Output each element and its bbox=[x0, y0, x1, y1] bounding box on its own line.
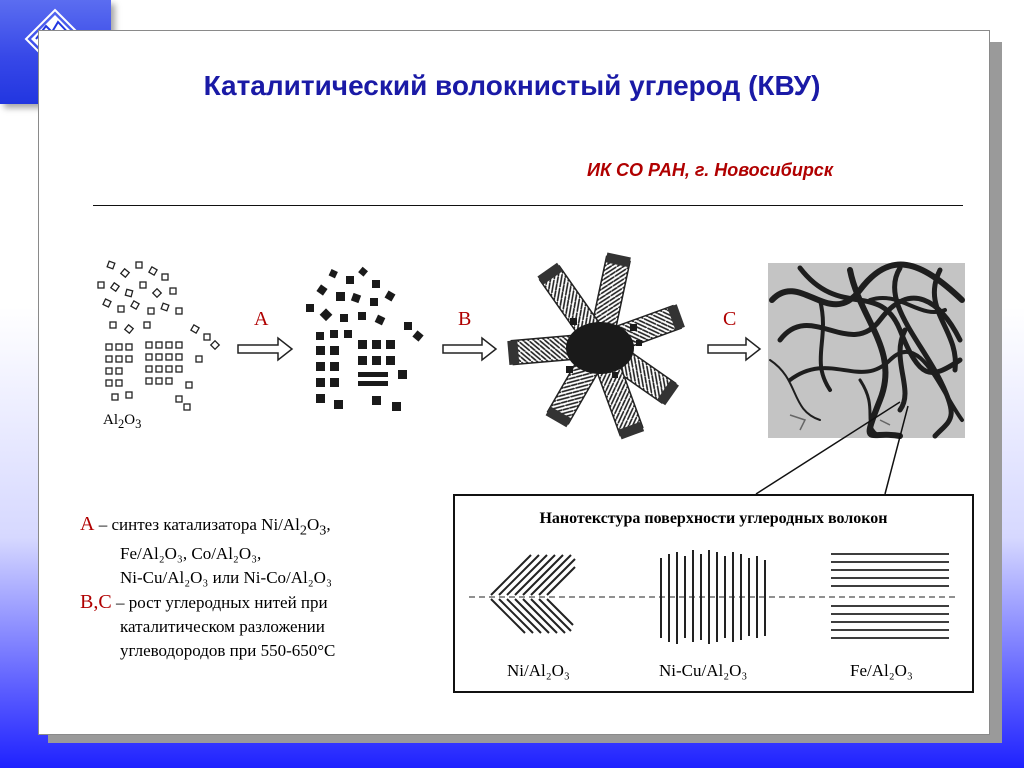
desc-a-mid: O bbox=[306, 515, 320, 534]
support-label bbox=[103, 412, 141, 432]
support-label-al: Al bbox=[103, 412, 118, 428]
support-label-o: O bbox=[124, 412, 136, 428]
arrow-c bbox=[708, 338, 760, 360]
desc-bc-line2: каталитическом разложении bbox=[120, 617, 325, 637]
desc-a-text: – синтез катализатора Ni/Al bbox=[94, 515, 300, 534]
desc-a-key: A bbox=[80, 513, 95, 535]
herringbone-texture bbox=[491, 555, 575, 633]
support-label-sub2: 3 bbox=[135, 417, 142, 431]
nanotexture-label-fe: Fe/Al₂O₃ bbox=[850, 661, 913, 680]
arrow-b bbox=[443, 338, 496, 360]
fiber-micrograph bbox=[768, 263, 965, 438]
desc-bc-line1 bbox=[80, 590, 450, 615]
desc-a-line3: Ni-Cu/Al₂O₃ или Ni-Co/Al₂O₃ bbox=[120, 568, 332, 588]
process-description bbox=[80, 512, 450, 663]
page-title: Каталитический волокнистый углерод (КВУ) bbox=[203, 70, 821, 101]
growing-fibers bbox=[507, 253, 685, 440]
stage-label-a: A bbox=[254, 308, 269, 330]
tubular-texture bbox=[831, 554, 949, 638]
desc-a-line1 bbox=[80, 512, 450, 542]
desc-bc-line3: углеводородов при 550-650°С bbox=[120, 641, 336, 661]
support-label-sub1: 2 bbox=[118, 417, 125, 431]
catalyst-particles bbox=[306, 267, 424, 411]
desc-bc-text: – рост углеродных нитей при bbox=[111, 593, 328, 613]
desc-a-end: , bbox=[326, 515, 331, 534]
desc-a-line2: Fe/Al₂O₃, Co/Al₂O₃, bbox=[120, 544, 262, 564]
nanotexture-title: Нанотекстура поверхности углеродных волокон bbox=[539, 510, 888, 527]
nanotexture-box bbox=[453, 494, 974, 693]
nanotexture-label-ni: Ni/Al₂O₃ bbox=[507, 661, 570, 680]
nanotexture-label-nicu: Ni-Cu/Al₂O₃ bbox=[659, 661, 748, 680]
institution-subtitle: ИК СО РАН, г. Новосибирск bbox=[587, 160, 833, 180]
alumina-particles bbox=[98, 261, 219, 410]
arrow-a bbox=[238, 338, 292, 360]
stage-label-c: C bbox=[723, 308, 737, 330]
desc-a-sub1: 2 bbox=[299, 522, 307, 539]
desc-bc-key: B,C bbox=[80, 591, 112, 614]
desc-a-sub2: 3 bbox=[319, 522, 327, 539]
stage-label-b: B bbox=[458, 308, 472, 330]
